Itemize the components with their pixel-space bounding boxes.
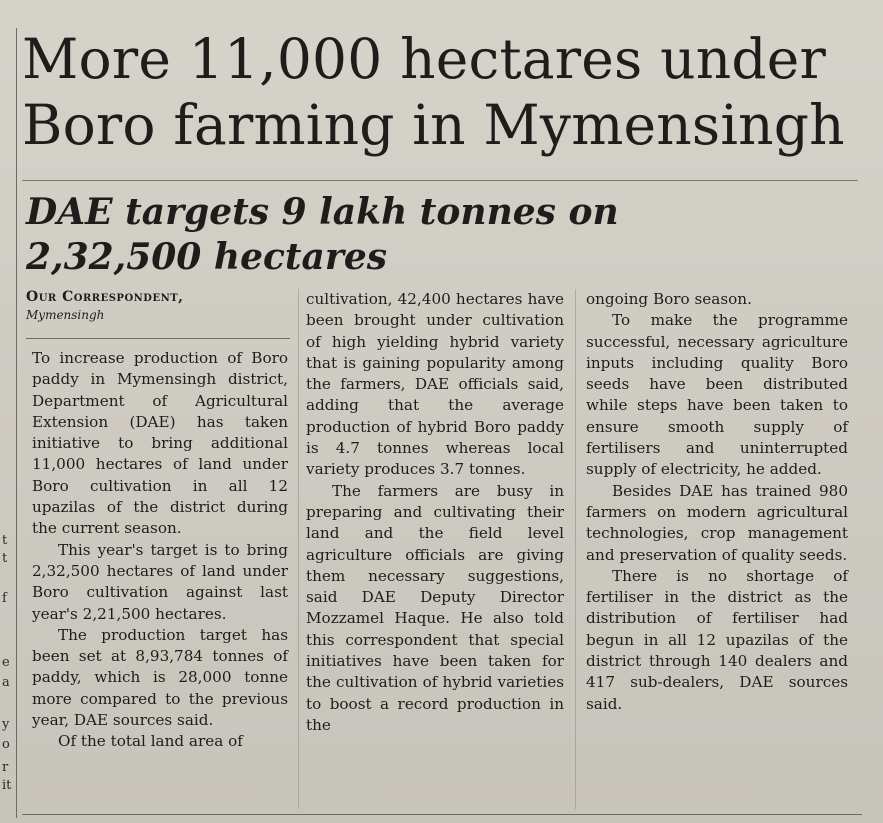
headline-rule bbox=[22, 180, 858, 181]
fragment: a bbox=[2, 675, 10, 690]
paragraph: This year's target is to bring 2,32,500 hectares of land under Boro cultivation against last year's 2,21,500 hectares. bbox=[32, 540, 288, 623]
subheadline-line: DAE targets 9 lakh tonnes on bbox=[26, 191, 619, 233]
headline-line: More 11,000 hectares under bbox=[22, 27, 826, 91]
byline: Our Correspondent, bbox=[26, 289, 184, 305]
column-divider bbox=[575, 289, 576, 809]
column-divider bbox=[16, 28, 17, 818]
fragment: o bbox=[2, 737, 10, 752]
paragraph: cultivation, 42,400 hectares have been brought under cultivation of high yielding hybrid variety that is gaining popularity among the farmers, DAE officials said, adding that the average production of hybrid Boro paddy is 4.7 tonnes whereas local variety produces 3.7 tonnes. bbox=[306, 290, 564, 479]
paragraph: ongoing Boro season. bbox=[586, 290, 752, 308]
fragment: r bbox=[2, 760, 9, 775]
article-column-3 bbox=[586, 289, 848, 715]
subheadline-line: 2,32,500 hectares bbox=[26, 236, 387, 278]
headline-line: Boro farming in Mymensingh bbox=[22, 93, 845, 157]
article-column-2 bbox=[306, 289, 564, 736]
subheadline bbox=[26, 190, 646, 280]
paragraph: Besides DAE has trained 980 farmers on modern agricultural technologies, crop management and preservation of quality seeds. bbox=[586, 481, 848, 564]
paragraph: To make the programme successful, necessary agriculture inputs including quality Boro seeds have been distributed while steps have been taken to ensure smooth supply of fertilisers and uninterrupted supply of electricity, he added. bbox=[586, 311, 848, 479]
dateline-location: Mymensingh bbox=[26, 308, 105, 322]
fragment: t bbox=[2, 533, 8, 548]
paragraph: The production target has been set at 8,93,784 tonnes of paddy, which is 28,000 tonne more compared to the previous year, DAE sources said. bbox=[32, 625, 288, 730]
headline bbox=[22, 26, 872, 158]
fragment: t bbox=[2, 551, 8, 566]
paragraph: Of the total land area of bbox=[58, 732, 243, 751]
fragment: y bbox=[2, 717, 10, 732]
column-divider bbox=[298, 289, 299, 809]
bottom-rule bbox=[22, 814, 862, 815]
fragment: e bbox=[2, 655, 10, 670]
byline-rule bbox=[26, 338, 290, 339]
adjacent-column-fragments bbox=[0, 0, 14, 823]
paragraph: To increase production of Boro paddy in Mymensingh district, Department of Agricultural Extension (DAE) has taken initiative to bring additional 11,000 hectares of land under Boro cultivation in all 12 upazilas of the district during the current season. bbox=[32, 349, 288, 538]
fragment: it bbox=[2, 778, 12, 793]
paragraph: There is no shortage of fertiliser in the district as the distribution of fertiliser had begun in all 12 upazilas of the district through 140 dealers and 417 sub-dealers, DAE sources said. bbox=[586, 566, 848, 713]
fragment: f bbox=[2, 591, 7, 606]
paragraph: The farmers are busy in preparing and cultivating their land and the field level agriculture officials are giving them necessary suggestions, said DAE Deputy Director Mozzamel Haque. He also told this correspondent that special initiatives have been taken for the cultivation of hybrid varieties to boost a record production in the bbox=[306, 481, 564, 734]
article-column-1 bbox=[32, 348, 288, 753]
